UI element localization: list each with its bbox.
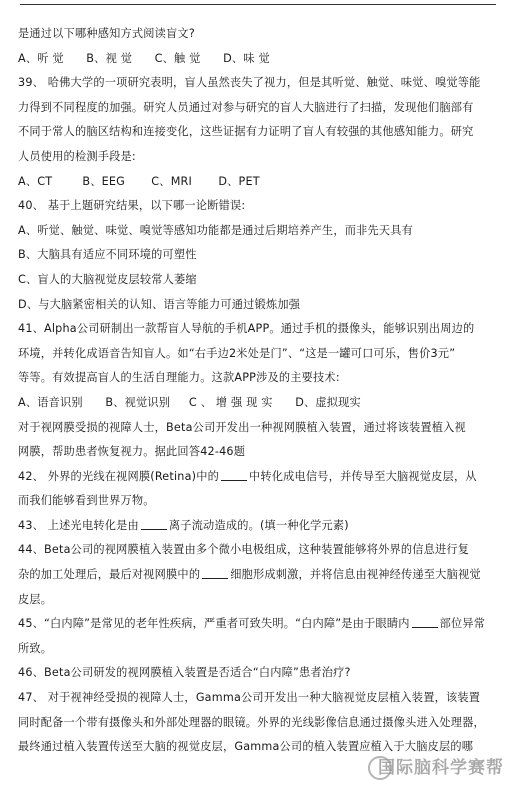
q39-stem-3: 不同于常人的脑区结构和连接变化，这些证据有力证明了盲人有较强的其他感知能力。研究 bbox=[18, 125, 474, 139]
q45-blank[interactable] bbox=[412, 615, 438, 628]
page-top-rule bbox=[20, 4, 496, 5]
q39-stem-4: 人员使用的检测手段是: bbox=[18, 149, 136, 163]
q44-stem-2 bbox=[18, 563, 496, 588]
q47-stem-1: 47、 对于视神经受损的视障人士，Gamma公司开发出一种大脑视觉皮层植入装置，该装置 bbox=[18, 691, 481, 705]
q42-text-after: 中转化成电信号，并传导至大脑视觉皮层，从 bbox=[248, 469, 477, 483]
q38-stem-tail: 是通过以下哪种感知方式阅读盲文? bbox=[18, 27, 195, 40]
q41-options: A、语音识别 B、视觉识别 C 、 增 强 现 实 D、虚拟现实 bbox=[18, 395, 361, 409]
q43-stem bbox=[18, 514, 496, 539]
q41-stem-3: 等等。有效提高盲人的生活自理能力。这款APP涉及的主要技术: bbox=[18, 371, 340, 385]
q39-stem-2: 力得到不同程度的加强。研究人员通过对参与研究的盲人大脑进行了扫描，发现他们脑部有 bbox=[18, 100, 474, 114]
q39-stem-1: 39、 哈佛大学的一项研究表明，盲人虽然丧失了视力，但是其听觉、触觉、味觉、嗅觉等能 bbox=[18, 76, 481, 90]
q43-text-after: 离子流动造成的。(填一种化学元素) bbox=[168, 518, 349, 532]
passage-intro-1: 对于视网膜受损的视障人士，Beta公司开发出一种视网膜植入装置，通过将该装置植入视 bbox=[18, 420, 466, 434]
q41-stem-2: 环境，并转化成语音告知盲人。如“右手边2米处是门”、“这是一罐可口可乐，售价3元” bbox=[18, 346, 456, 360]
q44-stem-3: 皮层。 bbox=[18, 592, 53, 606]
q40-stem: 40、 基于上题研究结果，以下哪一论断错误: bbox=[18, 199, 246, 213]
q45-text-before: 45、“白内障”是常见的老年性疾病，严重者可致失明。“白内障”是由于眼睛内 bbox=[18, 617, 410, 631]
q45-stem-2: 所致。 bbox=[18, 641, 53, 655]
q42-blank[interactable] bbox=[221, 468, 247, 481]
q44-text-before: 杂的加工处理后，最后对视网膜中的 bbox=[18, 568, 201, 582]
q40-option-a: A、听觉、触觉、味觉、嗅觉等感知功能都是通过后期培养产生，而非先天具有 bbox=[18, 223, 414, 237]
q43-text-before: 43、 上述光电转化是由 bbox=[18, 518, 139, 532]
q44-stem-1: 44、Beta公司的视网膜植入装置由多个微小电极组成，这种装置能够将外界的信息进行复 bbox=[18, 543, 470, 557]
q40-option-d: D、与大脑紧密相关的认知、语言等能力可通过锻炼加强 bbox=[18, 297, 301, 311]
q40-option-b: B、大脑具有适应不同环境的可塑性 bbox=[18, 248, 197, 262]
q46-stem: 46、Beta公司研发的视网膜植入装置是否适合“白内障”患者治疗? bbox=[18, 666, 351, 680]
q42-stem-2: 而我们能够看到世界万物。 bbox=[18, 494, 155, 508]
q38-options: A、听 觉 B、视 觉 C、触 觉 D、味 觉 bbox=[18, 51, 270, 65]
q47-stem-3: 最终通过植入装置传送至大脑的视觉皮层，Gamma公司的植入装置应植入于大脑皮层的哪 bbox=[18, 740, 474, 754]
q45-stem-1 bbox=[18, 612, 496, 637]
q45-text-after: 部位异常 bbox=[439, 617, 486, 631]
q43-blank[interactable] bbox=[141, 517, 167, 530]
q42-stem-1 bbox=[18, 465, 496, 490]
q42-text-before: 42、 外界的光线在视网膜(Retina)中的 bbox=[18, 469, 219, 483]
exam-document bbox=[18, 22, 496, 760]
q44-blank[interactable] bbox=[202, 566, 228, 579]
q44-text-after: 细胞形成刺激，并将信息由视神经传递至大脑视觉 bbox=[230, 568, 481, 582]
q47-stem-2: 同时配备一个带有摄像头和外部处理器的眼镜。外界的光线影像信息通过摄像头进入处理器， bbox=[18, 715, 485, 729]
q41-stem-1: 41、Alpha公司研制出一款帮盲人导航的手机APP。通过手机的摄像头，能够识别出周边的 bbox=[18, 322, 475, 336]
passage-intro-2: 网膜，帮助患者恢复视力。据此回答42-46题 bbox=[18, 445, 246, 459]
q39-options: A、CT B、EEG C、MRI D、PET bbox=[18, 174, 260, 188]
q40-option-c: C、盲人的大脑视觉皮层较常人萎缩 bbox=[18, 272, 197, 286]
watermark-text: 国际脑科学赛帮 bbox=[378, 758, 504, 778]
